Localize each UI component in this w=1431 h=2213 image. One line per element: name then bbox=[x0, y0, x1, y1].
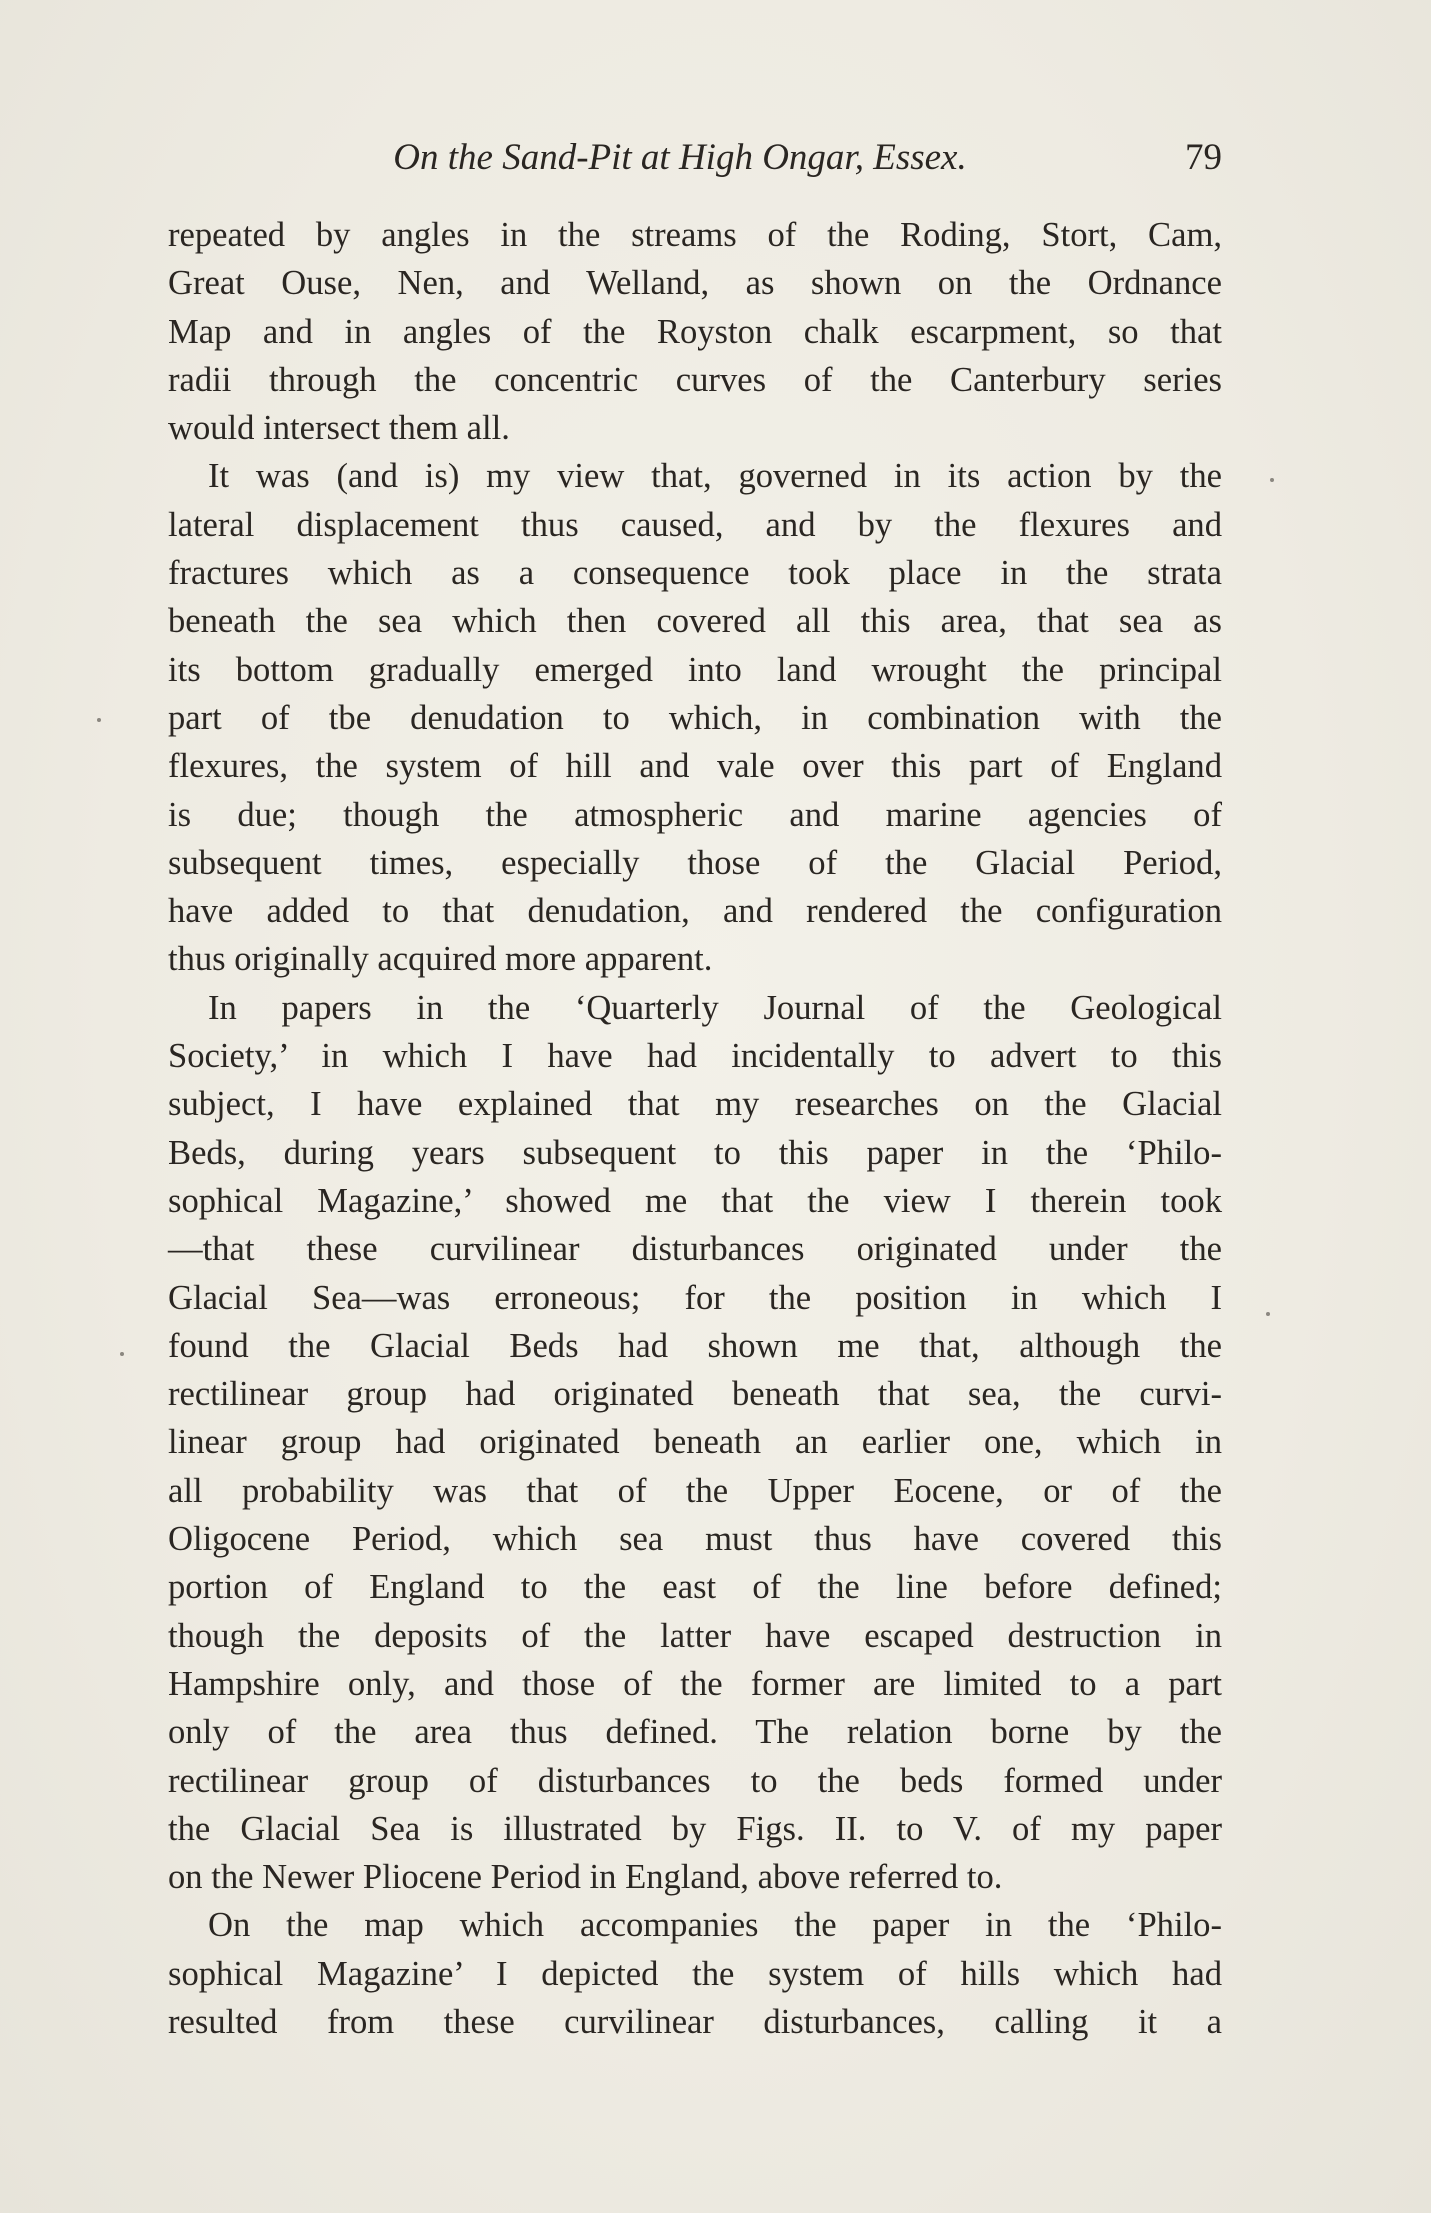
text-line: portion of England to the east of the line before defined; bbox=[168, 1568, 1222, 1607]
page-number: 79 bbox=[1185, 137, 1222, 178]
print-speck bbox=[1266, 1312, 1270, 1316]
text-line: though the deposits of the latter have escaped destruction in bbox=[168, 1616, 1222, 1655]
body-text bbox=[168, 211, 1222, 2046]
page-header bbox=[168, 128, 1222, 188]
paragraph-3 bbox=[168, 984, 1222, 1902]
text-line: its bottom gradually emerged into land wrought the principal bbox=[168, 650, 1222, 689]
text-line: On the map which accompanies the paper in the ‘Philo- bbox=[208, 1906, 1222, 1945]
text-line: It was (and is) my view that, governed in its action by the bbox=[208, 457, 1222, 496]
text-line: Society,’ in which I have had incidentally to advert to this bbox=[168, 1037, 1222, 1076]
text-line: lateral displacement thus caused, and by the flexures and bbox=[168, 505, 1222, 544]
text-line: would intersect them all. bbox=[168, 409, 510, 448]
running-title: On the Sand-Pit at High Ongar, Essex. bbox=[393, 137, 967, 178]
text-line: beneath the sea which then covered all this area, that sea as bbox=[168, 602, 1222, 641]
text-line: thus originally acquired more apparent. bbox=[168, 940, 713, 979]
text-line: sophical Magazine,’ showed me that the view I therein took bbox=[168, 1181, 1222, 1220]
text-line: linear group had originated beneath an earlier one, which in bbox=[168, 1423, 1222, 1462]
text-line: sophical Magazine’ I depicted the system of hills which had bbox=[168, 1954, 1222, 1993]
text-line: is due; though the atmospheric and marine agencies of bbox=[168, 795, 1222, 834]
text-line: Hampshire only, and those of the former are limited to a part bbox=[168, 1664, 1222, 1703]
text-line: fractures which as a consequence took place in the strata bbox=[168, 554, 1222, 593]
text-line: Map and in angles of the Royston chalk escarpment, so that bbox=[168, 312, 1222, 351]
text-line: radii through the concentric curves of the Canterbury series bbox=[168, 360, 1222, 399]
text-line: In papers in the ‘Quarterly Journal of the Geological bbox=[208, 988, 1222, 1027]
text-line: —that these curvilinear disturbances originated under the bbox=[168, 1230, 1222, 1269]
text-line: subsequent times, especially those of the Glacial Period, bbox=[168, 843, 1222, 882]
text-line: on the Newer Pliocene Period in England, above referred to. bbox=[168, 1858, 1003, 1897]
text-line: have added to that denudation, and rendered the configuration bbox=[168, 892, 1222, 931]
text-line: flexures, the system of hill and vale over this part of England bbox=[168, 747, 1222, 786]
text-line: the Glacial Sea is illustrated by Figs. II. to V. of my paper bbox=[168, 1809, 1222, 1848]
text-line: subject, I have explained that my researches on the Glacial bbox=[168, 1085, 1222, 1124]
text-line: Beds, during years subsequent to this paper in the ‘Philo- bbox=[168, 1133, 1222, 1172]
text-line: Oligocene Period, which sea must thus have covered this bbox=[168, 1520, 1222, 1559]
text-line: repeated by angles in the streams of the Roding, Stort, Cam, bbox=[168, 216, 1222, 254]
print-speck bbox=[120, 1352, 124, 1356]
print-speck bbox=[1270, 478, 1274, 482]
text-line: all probability was that of the Upper Eocene, or of the bbox=[168, 1471, 1222, 1510]
text-line: only of the area thus defined. The relation borne by the bbox=[168, 1713, 1222, 1752]
text-line: resulted from these curvilinear disturbances, calling it a bbox=[168, 2002, 1222, 2041]
text-line: rectilinear group of disturbances to the beds formed under bbox=[168, 1761, 1222, 1800]
paragraph-2 bbox=[168, 452, 1222, 983]
text-line: part of tbe denudation to which, in combination with the bbox=[168, 698, 1222, 737]
paragraph-4 bbox=[168, 1901, 1222, 2046]
text-line: Great Ouse, Nen, and Welland, as shown on the Ordnance bbox=[168, 264, 1222, 303]
text-line: found the Glacial Beds had shown me that, although the bbox=[168, 1326, 1222, 1365]
print-speck bbox=[97, 718, 101, 722]
text-line: Glacial Sea—was erroneous; for the position in which I bbox=[168, 1278, 1222, 1317]
text-line: rectilinear group had originated beneath that sea, the curvi- bbox=[168, 1375, 1222, 1414]
paragraph-1 bbox=[168, 211, 1222, 452]
